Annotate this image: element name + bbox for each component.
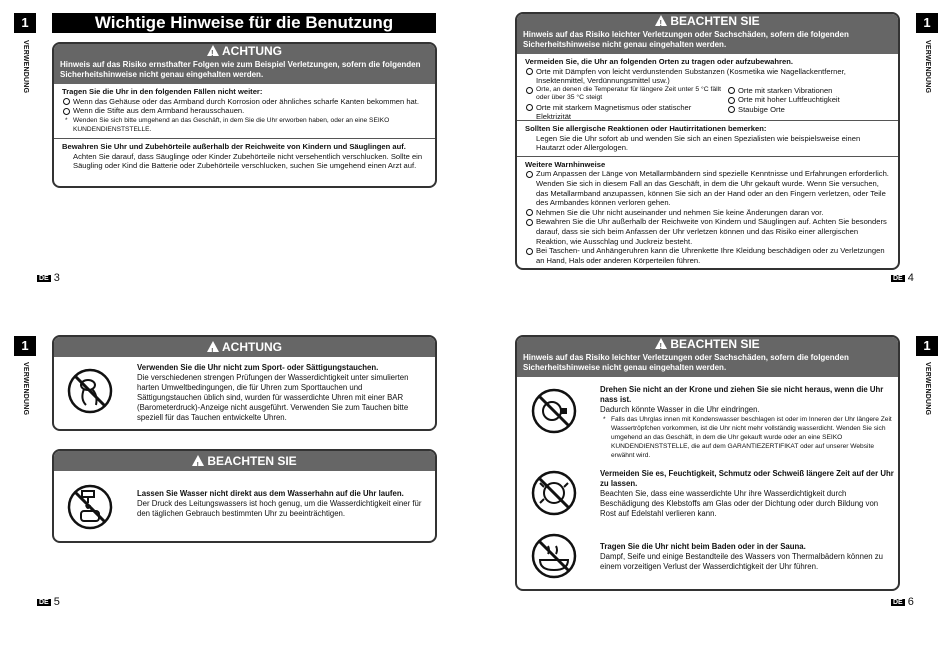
side-label: VERWENDUNG: [22, 362, 29, 416]
page-number-3: DE 3: [39, 272, 60, 284]
caution-heading: !BEACHTEN SIE: [517, 337, 898, 352]
caution-heading: !BEACHTEN SIE: [517, 14, 898, 29]
caution-section-2: Sollten Sie allergische Reaktionen oder Hautirritationen bemerken: Legen Sie die Uhr sofort ab und wenden Sie sich an einen Spezialisten wie beispielsweise einen Hautarzt oder Allergologen.: [525, 124, 861, 153]
list-item: Bei Taschen- und Anhängeruhren kann die Uhrenkette Ihre Kleidung beschädigen oder zu Verletzungen an Hand, Hals oder anderen Körperteilen führen.: [525, 246, 890, 265]
side-label: VERWENDUNG: [924, 362, 931, 416]
side-label: VERWENDUNG: [924, 40, 931, 94]
warning-section-2: Bewahren Sie Uhr und Zubehörteile außerhalb der Reichweite von Kindern und Säuglingen auf. Achten Sie darauf, dass Säuglinge oder Kinder Zubehörteile nicht versehentlich verschlucken. Sollte ein Säugling oder Kind die Batterie oder Zubehörteile verschlucken, suchen Sie umgehend einen Arzt auf.: [62, 141, 423, 171]
warning-heading: !ACHTUNG: [54, 44, 435, 59]
caution-intro: Hinweis auf das Risiko leichter Verletzungen oder Sachschäden, sofern die folgenden Sicherheitshinweise nicht genau eingehalten werden.: [517, 29, 898, 54]
section-number: 1: [916, 13, 938, 33]
side-label: VERWENDUNG: [22, 40, 29, 94]
item-title: Vermeiden Sie es, Feuchtigkeit, Schmutz oder Schweiß längere Zeit auf der Uhr zu lassen.: [600, 469, 894, 488]
list-item: Wenn das Gehäuse oder das Armband durch Korrosion oder ähnliches scharfe Kanten bekommen hat.: [62, 97, 427, 107]
section-number: 1: [14, 336, 36, 356]
warning-triangle-icon: [192, 455, 204, 466]
warning-triangle-icon: [207, 45, 219, 56]
warning-box: [52, 42, 437, 188]
tap-water-prohibited-icon: [66, 483, 114, 531]
list-item: Nehmen Sie die Uhr nicht auseinander und nehmen Sie keine Änderungen daran vor.: [525, 208, 890, 218]
warning-heading: !ACHTUNG: [54, 337, 435, 357]
section-number: 1: [14, 13, 36, 33]
diver-prohibited-icon: [66, 367, 114, 415]
item-text: Beachten Sie, dass eine wasserdichte Uhr ihre Wasserdichtigkeit durch Beschädigung des Klebstoffs am Glas oder der Dichtung oder durch Bildung von Rost auf Edelstahl verlieren kann.: [600, 489, 879, 518]
note: * Wenden Sie sich bitte umgehend an das Geschäft, in dem Sie die Uhr erworben haben, oder an eine SEIKO KUNDENDIENSTSTELLE.: [62, 116, 427, 135]
warning-section-1: Tragen Sie die Uhr in den folgenden Fällen nicht weiter: Wenn das Gehäuse oder das Armband durch Korrosion oder ähnliches scharfe Kanten bekommen hat. Wenn die Stifte aus dem Armband herausschauen. * Wenden Sie sich bitte umgehend an das Geschäft, in dem Sie die Uhr erworben haben, oder an eine SEIKO KUNDENDIENSTSTELLE.: [54, 84, 435, 138]
page-number-5: DE 5: [39, 596, 60, 608]
caution-intro: Hinweis auf das Risiko leichter Verletzungen oder Sachschäden, sofern die folgenden Sicherheitshinweise nicht genau eingehalten werden.: [517, 352, 898, 377]
item-text: Dampf, Seife und einige Bestandteile des Wassers von Thermalbädern können zu einem vorzeitigen Verlust der Wasserdichtigkeit der Uhr führen.: [600, 552, 884, 571]
warning-triangle-icon: [655, 338, 667, 349]
caution-box: [515, 12, 900, 270]
item-title: Verwenden Sie die Uhr nicht zum Sport- oder Sättigungstauchen.: [137, 363, 379, 372]
caution-section-1: Vermeiden Sie, die Uhr an folgenden Orten zu tragen oder aufzubewahren. Orte mit Dämpfen von leicht verdunstenden Substanzen (Kosmetika wie Nagellackentferner, Insektenmittel, Verdünnungsmittel usw.) Orte, an denen die Temperatur für längere Zeit unter 5 °C fällt oder über 35 °C steigt Orte mit starkem Magnetismus oder statischer Elektrizität Orte mit starken Vibrationen Orte mit hoher Luftfeuchtigkeit Staubige Orte: [517, 54, 898, 120]
page-number-4: DE 4: [893, 272, 914, 284]
item-text: Die verschiedenen strengen Prüfungen der Wasserdichtigkeit unter simulierten harten Umweltbedingungen, die für Uhren zum Sporttauchen und Sättigungstauchen üblich sind, wurden für wasserdichte Uhren mit einer BAR (Barometerdruck)-Anzeige nicht ausgeführt. Verwenden Sie zum Tauchen bitte speziell für das Tauchen entwickelte Uhren.: [137, 373, 409, 422]
list-item: Zum Anpassen der Länge von Metallarmbändern sind spezielle Kenntnisse und Erfahrungen erforderlich. Wenden Sie sich in diesem Fall an das Geschäft, in dem die Uhr gekauft wurde. Wenn Sie versuchen, das Metallarmband anzupassen, können Sie sich an der Hand oder an den Fingern verletzen, oder Teile des Armbandes können verloren gehen.: [525, 169, 890, 207]
caution-heading: !BEACHTEN SIE: [54, 451, 435, 471]
caution-section-3: Weitere Warnhinweise Zum Anpassen der Länge von Metallarmbändern sind spezielle Kenntnisse und Erfahrungen erforderlich. Wenden Sie sich in diesem Fall an das Geschäft, in dem die Uhr gekauft wurde. Wenn Sie versuchen, das Metallarmband anzupassen, können Sie sich an der Hand oder an den Fingern verletzen, oder Teile des Armbandes können verloren gehen. Nehmen Sie die Uhr nicht auseinander und nehmen Sie keine Änderungen daran vor. Bewahren Sie die Uhr außerhalb der Reichweite von Kindern und Säuglingen auf. Achten Sie besonders darauf, dass sie sich beim Anfassen der Uhr verletzen können und das Risiko einer allergischen Reaktion, wie Ausschlag und Juckreiz besteht. Bei Taschen- und Anhängeruhren kann die Uhrenkette Ihre Kleidung beschädigen oder zu Verletzungen an Hand, Hals oder anderen Körperteilen führen.: [525, 159, 889, 265]
page-number-6: DE 6: [893, 596, 914, 608]
item-title: Drehen Sie nicht an der Krone und ziehen Sie sie nicht heraus, wenn die Uhr nass ist.: [600, 385, 884, 404]
item-title: Lassen Sie Wasser nicht direkt aus dem Wasserhahn auf die Uhr laufen.: [137, 489, 404, 498]
crown-prohibited-icon: [530, 387, 578, 435]
warning-box-diving: [52, 335, 437, 431]
item-title: Tragen Sie die Uhr nicht beim Baden oder in der Sauna.: [600, 542, 806, 551]
item-text: Der Druck des Leitungswassers ist hoch genug, um die Wasserdichtigkeit einer für den täglichen Gebrauch bestimmten Uhr zu beeinträchtigen.: [137, 499, 422, 518]
warning-triangle-icon: [655, 15, 667, 26]
note: * Falls das Uhrglas innen mit Kondenswasser beschlagen ist oder im Inneren der Uhr längere Zeit Wassertröpfchen vorkommen, ist die Uhr nicht mehr vollständig wasserdicht. Wenden Sie sich umgehend an das Geschäft, in dem die Uhr gekauft wurde oder an eine SEIKO KUNDENDIENSTSTELLE, die auf dem GARANTIEZERTIFIKAT oder auf unserer Website erwähnt wird.: [600, 415, 895, 460]
caution-box-tap: [52, 449, 437, 543]
bath-prohibited-icon: [530, 532, 578, 580]
section-number: 1: [916, 336, 938, 356]
moisture-prohibited-icon: [530, 469, 578, 517]
caution-box-water: [515, 335, 900, 591]
page-title: Wichtige Hinweise für die Benutzung: [52, 13, 436, 33]
warning-triangle-icon: [207, 341, 219, 352]
warning-intro: Hinweis auf das Risiko ernsthafter Folgen wie zum Beispiel Verletzungen, sofern die folgenden Sicherheitshinweise nicht genau eingehalten werden.: [54, 59, 435, 84]
item-text: Dadurch könnte Wasser in die Uhr eindringen.: [600, 405, 760, 414]
list-item: Wenn die Stifte aus dem Armband herausschauen.: [62, 106, 427, 116]
list-item: Bewahren Sie die Uhr außerhalb der Reichweite von Kindern und Säuglingen auf. Achten Sie besonders darauf, dass sie sich beim Anfassen der Uhr verletzen können und das Risiko einer allergischen Reaktion, wie Ausschlag und Juckreiz besteht.: [525, 217, 890, 246]
